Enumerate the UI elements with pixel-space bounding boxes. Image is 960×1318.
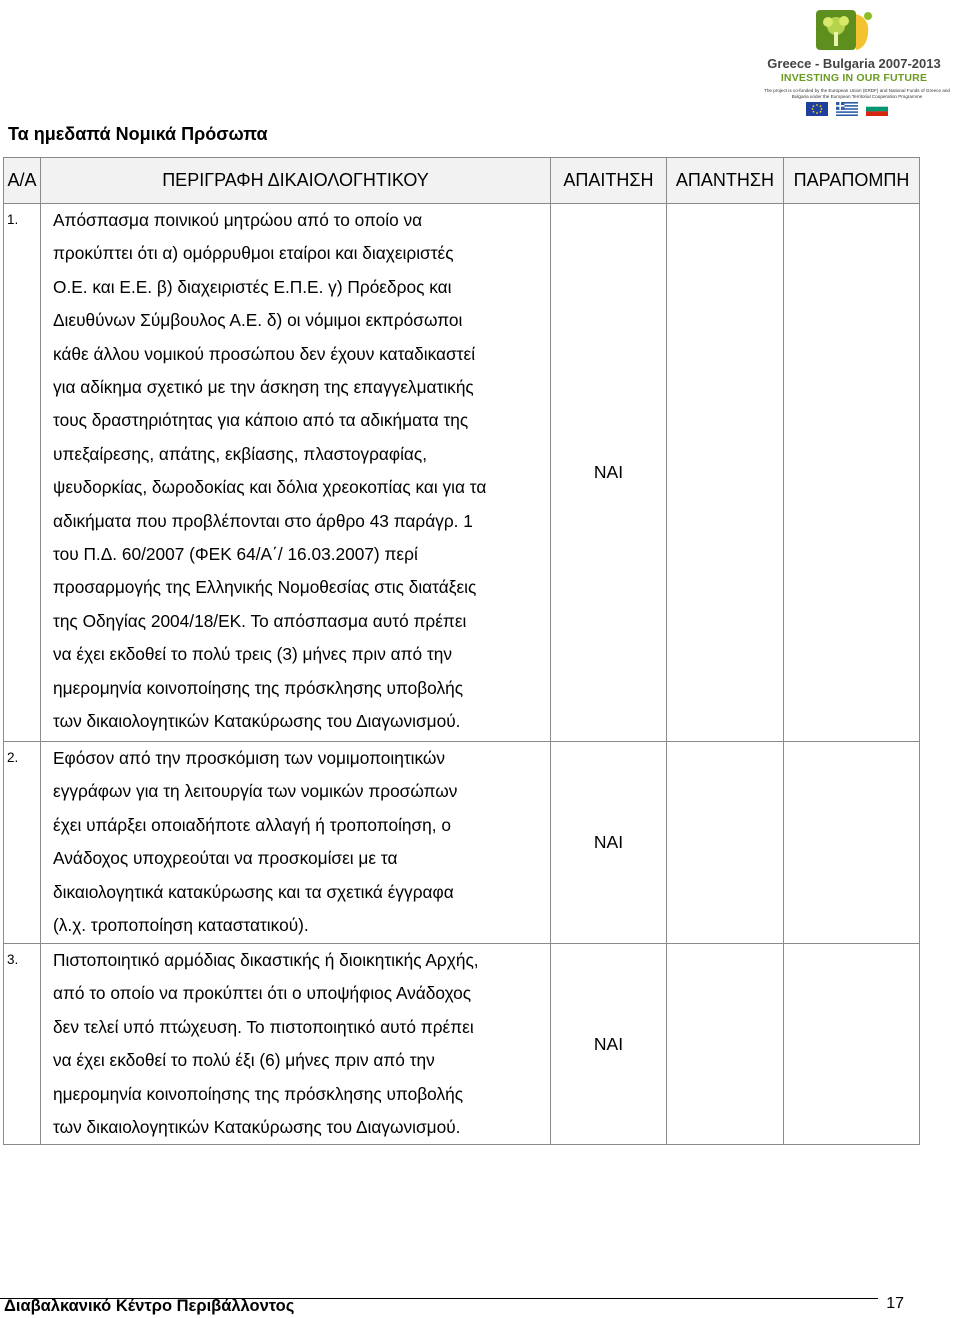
row-reference[interactable] xyxy=(784,944,920,1145)
description-line: να έχει εκδοθεί το πολύ τρεις (3) μήνες πριν από την xyxy=(53,644,453,665)
description-line: ψευδορκίας, δωροδοκίας και δόλια χρεοκοπίας και για τα xyxy=(53,477,487,498)
row-answer[interactable] xyxy=(667,204,784,742)
description-line: των δικαιολογητικών Κατακύρωσης του Διαγωνισμού. xyxy=(53,711,461,732)
tree-logo-icon xyxy=(810,4,880,62)
description-line: ημερομηνία κοινοποίησης της πρόσκλησης υποβολής xyxy=(53,677,464,698)
row-requirement: ΝΑΙ xyxy=(551,204,667,742)
logo-fine-print: The project is co-funded by the European Union (ERDF) and National Funds of Greece and Bulgaria under the European Territorial Cooperation Programme xyxy=(764,88,950,99)
description-line: προσαρμογής της Ελληνικής Νομοθεσίας στις διατάξεις xyxy=(53,577,477,598)
row-requirement: ΝΑΙ xyxy=(551,742,667,944)
description-line: για αδίκημα σχετικό με την άσκηση της επαγγελματικής xyxy=(53,377,474,398)
row-number: 3. xyxy=(4,944,41,1145)
description-line: εγγράφων για τη λειτουργία των νομικών προσώπων xyxy=(53,781,458,802)
table-header-row xyxy=(4,158,920,204)
description-line: Εφόσον από την προσκόμιση των νομιμοποιητικών xyxy=(53,748,446,768)
row-reference[interactable] xyxy=(784,742,920,944)
header-requirement: ΑΠΑΙΤΗΣΗ xyxy=(551,158,667,204)
description-line: Πιστοποιητικό αρμόδιας δικαστικής ή διοικητικής Αρχής, xyxy=(53,950,479,970)
logo-title: Greece - Bulgaria 2007-2013 xyxy=(767,56,941,71)
description-line: ημερομηνία κοινοποίησης της πρόσκλησης υποβολής xyxy=(53,1083,464,1104)
description-line: (λ.χ. τροποποίηση καταστατικού). xyxy=(53,915,309,936)
header-answer: ΑΠΑΝΤΗΣΗ xyxy=(667,158,784,204)
description-line: από το οποίο να προκύπτει ότι ο υποψήφιος Ανάδοχος xyxy=(53,983,472,1004)
description-line: δεν τελεί υπό πτώχευση. Το πιστοποιητικό αυτό πρέπει xyxy=(53,1016,474,1037)
table-row xyxy=(4,944,920,1145)
description-line: αδικήματα που προβλέπονται στο άρθρο 43 παράγρ. 1 xyxy=(53,510,473,531)
bulgaria-flag-icon xyxy=(866,102,888,116)
page-number: 17 xyxy=(886,1295,904,1312)
row-requirement: ΝΑΙ xyxy=(551,944,667,1145)
requirements-table xyxy=(3,157,920,1145)
row-description xyxy=(41,204,551,742)
programme-logo xyxy=(754,4,954,120)
description-line: Διευθύνων Σύμβουλος Α.Ε. δ) οι νόμιμοι εκπρόσωποι xyxy=(53,310,463,331)
row-description xyxy=(41,944,551,1145)
row-description xyxy=(41,742,551,944)
section-title: Τα ημεδαπά Νομικά Πρόσωπα xyxy=(8,124,268,144)
greece-flag-icon xyxy=(836,102,858,116)
description-line: να έχει εκδοθεί το πολύ έξι (6) μήνες πριν από την xyxy=(53,1050,435,1071)
description-line: Ανάδοχος υποχρεούται να προσκομίσει με τα xyxy=(53,848,398,869)
row-reference[interactable] xyxy=(784,204,920,742)
header-description: ΠΕΡΙΓΡΑΦΗ ΔΙΚΑΙΟΛΟΓΗΤΙΚΟΥ xyxy=(41,158,551,204)
description-line: προκύπτει ότι α) ομόρρυθμοι εταίροι και διαχειριστές xyxy=(53,243,454,264)
description-line: Ο.Ε. και Ε.Ε. β) διαχειριστές Ε.Π.Ε. γ) Πρόεδρος και xyxy=(53,276,452,297)
row-number: 1. xyxy=(4,204,41,742)
row-answer[interactable] xyxy=(667,944,784,1145)
row-answer[interactable] xyxy=(667,742,784,944)
logo-flags xyxy=(788,102,928,116)
description-line: του Π.Δ. 60/2007 (ΦΕΚ 64/Α΄/ 16.03.2007) περί xyxy=(53,544,418,565)
description-line: υπεξαίρεσης, απάτης, εκβίασης, πλαστογραφίας, xyxy=(53,443,428,464)
description-line: Απόσπασμα ποινικού μητρώου από το οποίο να xyxy=(53,210,423,230)
description-line: δικαιολογητικά κατακύρωσης και τα σχετικά έγγραφα xyxy=(53,881,454,902)
description-line: τους δραστηριότητας για κάποιο από τα αδικήματα της xyxy=(53,410,469,431)
table-row xyxy=(4,742,920,944)
description-line: έχει υπάρξει οποιαδήποτε αλλαγή ή τροποποίηση, ο xyxy=(53,814,452,835)
description-line: της Οδηγίας 2004/18/ΕΚ. Το απόσπασμα αυτό πρέπει xyxy=(53,610,467,631)
header-reference: ΠΑΡΑΠΟΜΠΗ xyxy=(784,158,920,204)
logo-subtitle: INVESTING IN OUR FUTURE xyxy=(780,72,928,84)
table-row xyxy=(4,204,920,742)
description-line: των δικαιολογητικών Κατακύρωσης του Διαγωνισμού. xyxy=(53,1117,461,1138)
description-line: κάθε άλλου νομικού προσώπου δεν έχουν καταδικαστεί xyxy=(53,343,476,364)
row-number: 2. xyxy=(4,742,41,944)
header-aa: Α/Α xyxy=(4,158,41,204)
eu-flag-icon xyxy=(806,102,828,116)
footer-organization: Διαβαλκανικό Κέντρο Περιβάλλοντος xyxy=(4,1297,295,1315)
